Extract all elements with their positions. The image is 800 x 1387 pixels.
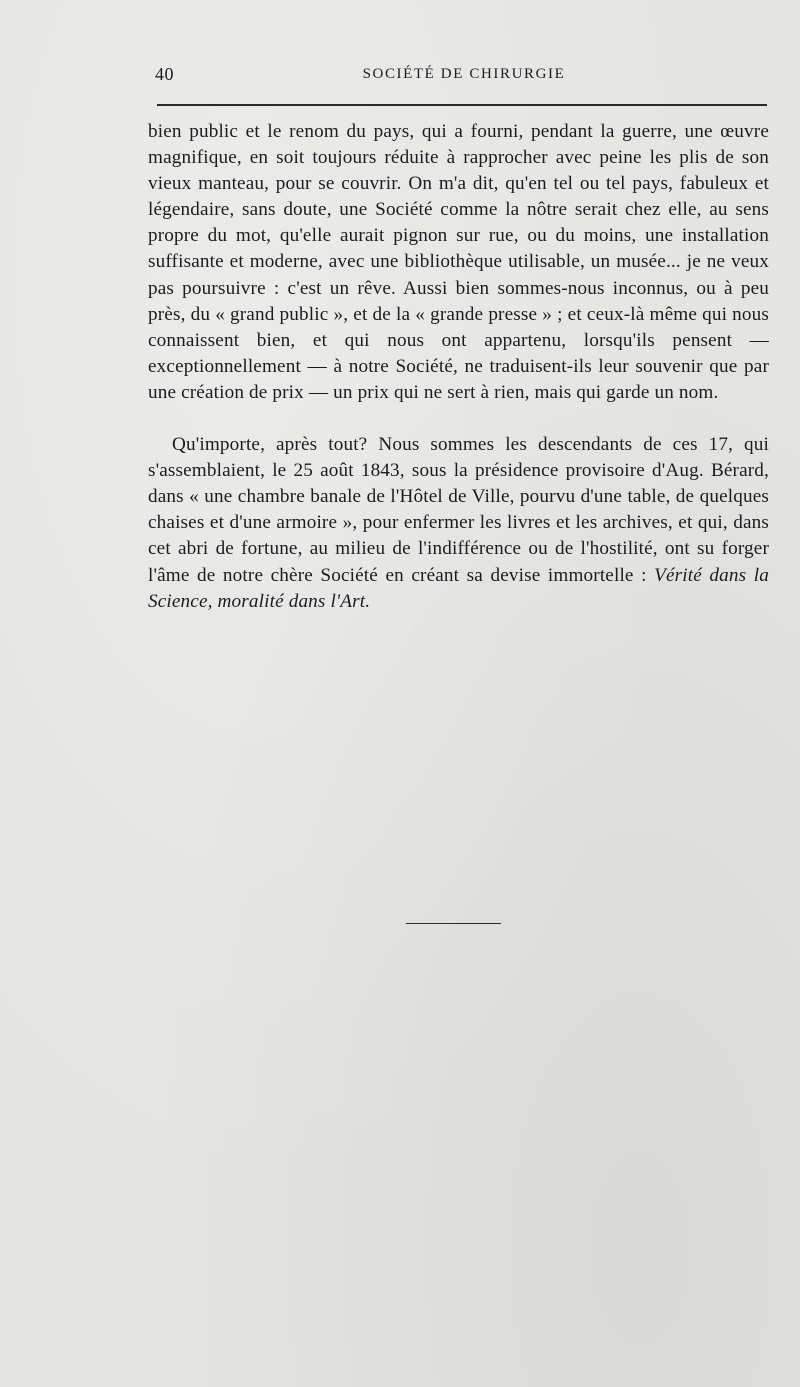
paragraph-2-text: Qu'importe, après tout? Nous sommes les descendants de ces 17, qui s'assemblaient, le 25 août 1843, sous la présidence provisoire d'Aug. Bérard, dans « une chambre banale de l'Hôtel de Ville, pourvu d'une table, de quelques chaises et d'une armoire », pour enfermer les livres et les archives, et qui, dans cet abri de fortune, au milieu de l'indifférence ou de l'hostilité, ont su forger l'âme de notre chère Société en créant sa devise immortelle : — [148, 434, 769, 586]
paragraph-2 — [148, 432, 769, 615]
running-head: SOCIÉTÉ DE CHIRURGIE — [362, 66, 566, 82]
paragraph-1: bien public et le renom du pays, qui a fourni, pendant la guerre, une œuvre magnifique, en soit toujours réduite à rapprocher avec peine les plis de son vieux manteau, pour se couvrir. On m'a dit, qu'en tel ou tel pays, fabuleux et légendaire, sans doute, une Société comme la nôtre serait chez elle, au sens propre du mot, qu'elle aurait pignon sur rue, ou du moins, une installation suffisante et moderne, avec une bibliothèque utilisable, un musée... je ne veux pas poursuivre : c'est un rêve. Aussi bien sommes-nous inconnus, ou à peu près, du « grand public », et de la « grande presse » ; et ceux-là même qui nous connaissent bien, et qui nous ont appartenu, lorsqu'ils pensent — exceptionnellement — à notre Société, ne traduisent-ils leur souvenir que par une création de prix — un prix qui ne sert à rien, mais qui garde un nom. — [148, 121, 769, 403]
section-end-rule — [406, 923, 501, 924]
page-number: 40 — [155, 64, 174, 84]
society-motto: Vérité dans la Science, moralité dans l'Art. — [148, 564, 769, 612]
page-header — [155, 64, 767, 88]
header-rule — [157, 104, 767, 106]
body-text — [148, 119, 769, 615]
